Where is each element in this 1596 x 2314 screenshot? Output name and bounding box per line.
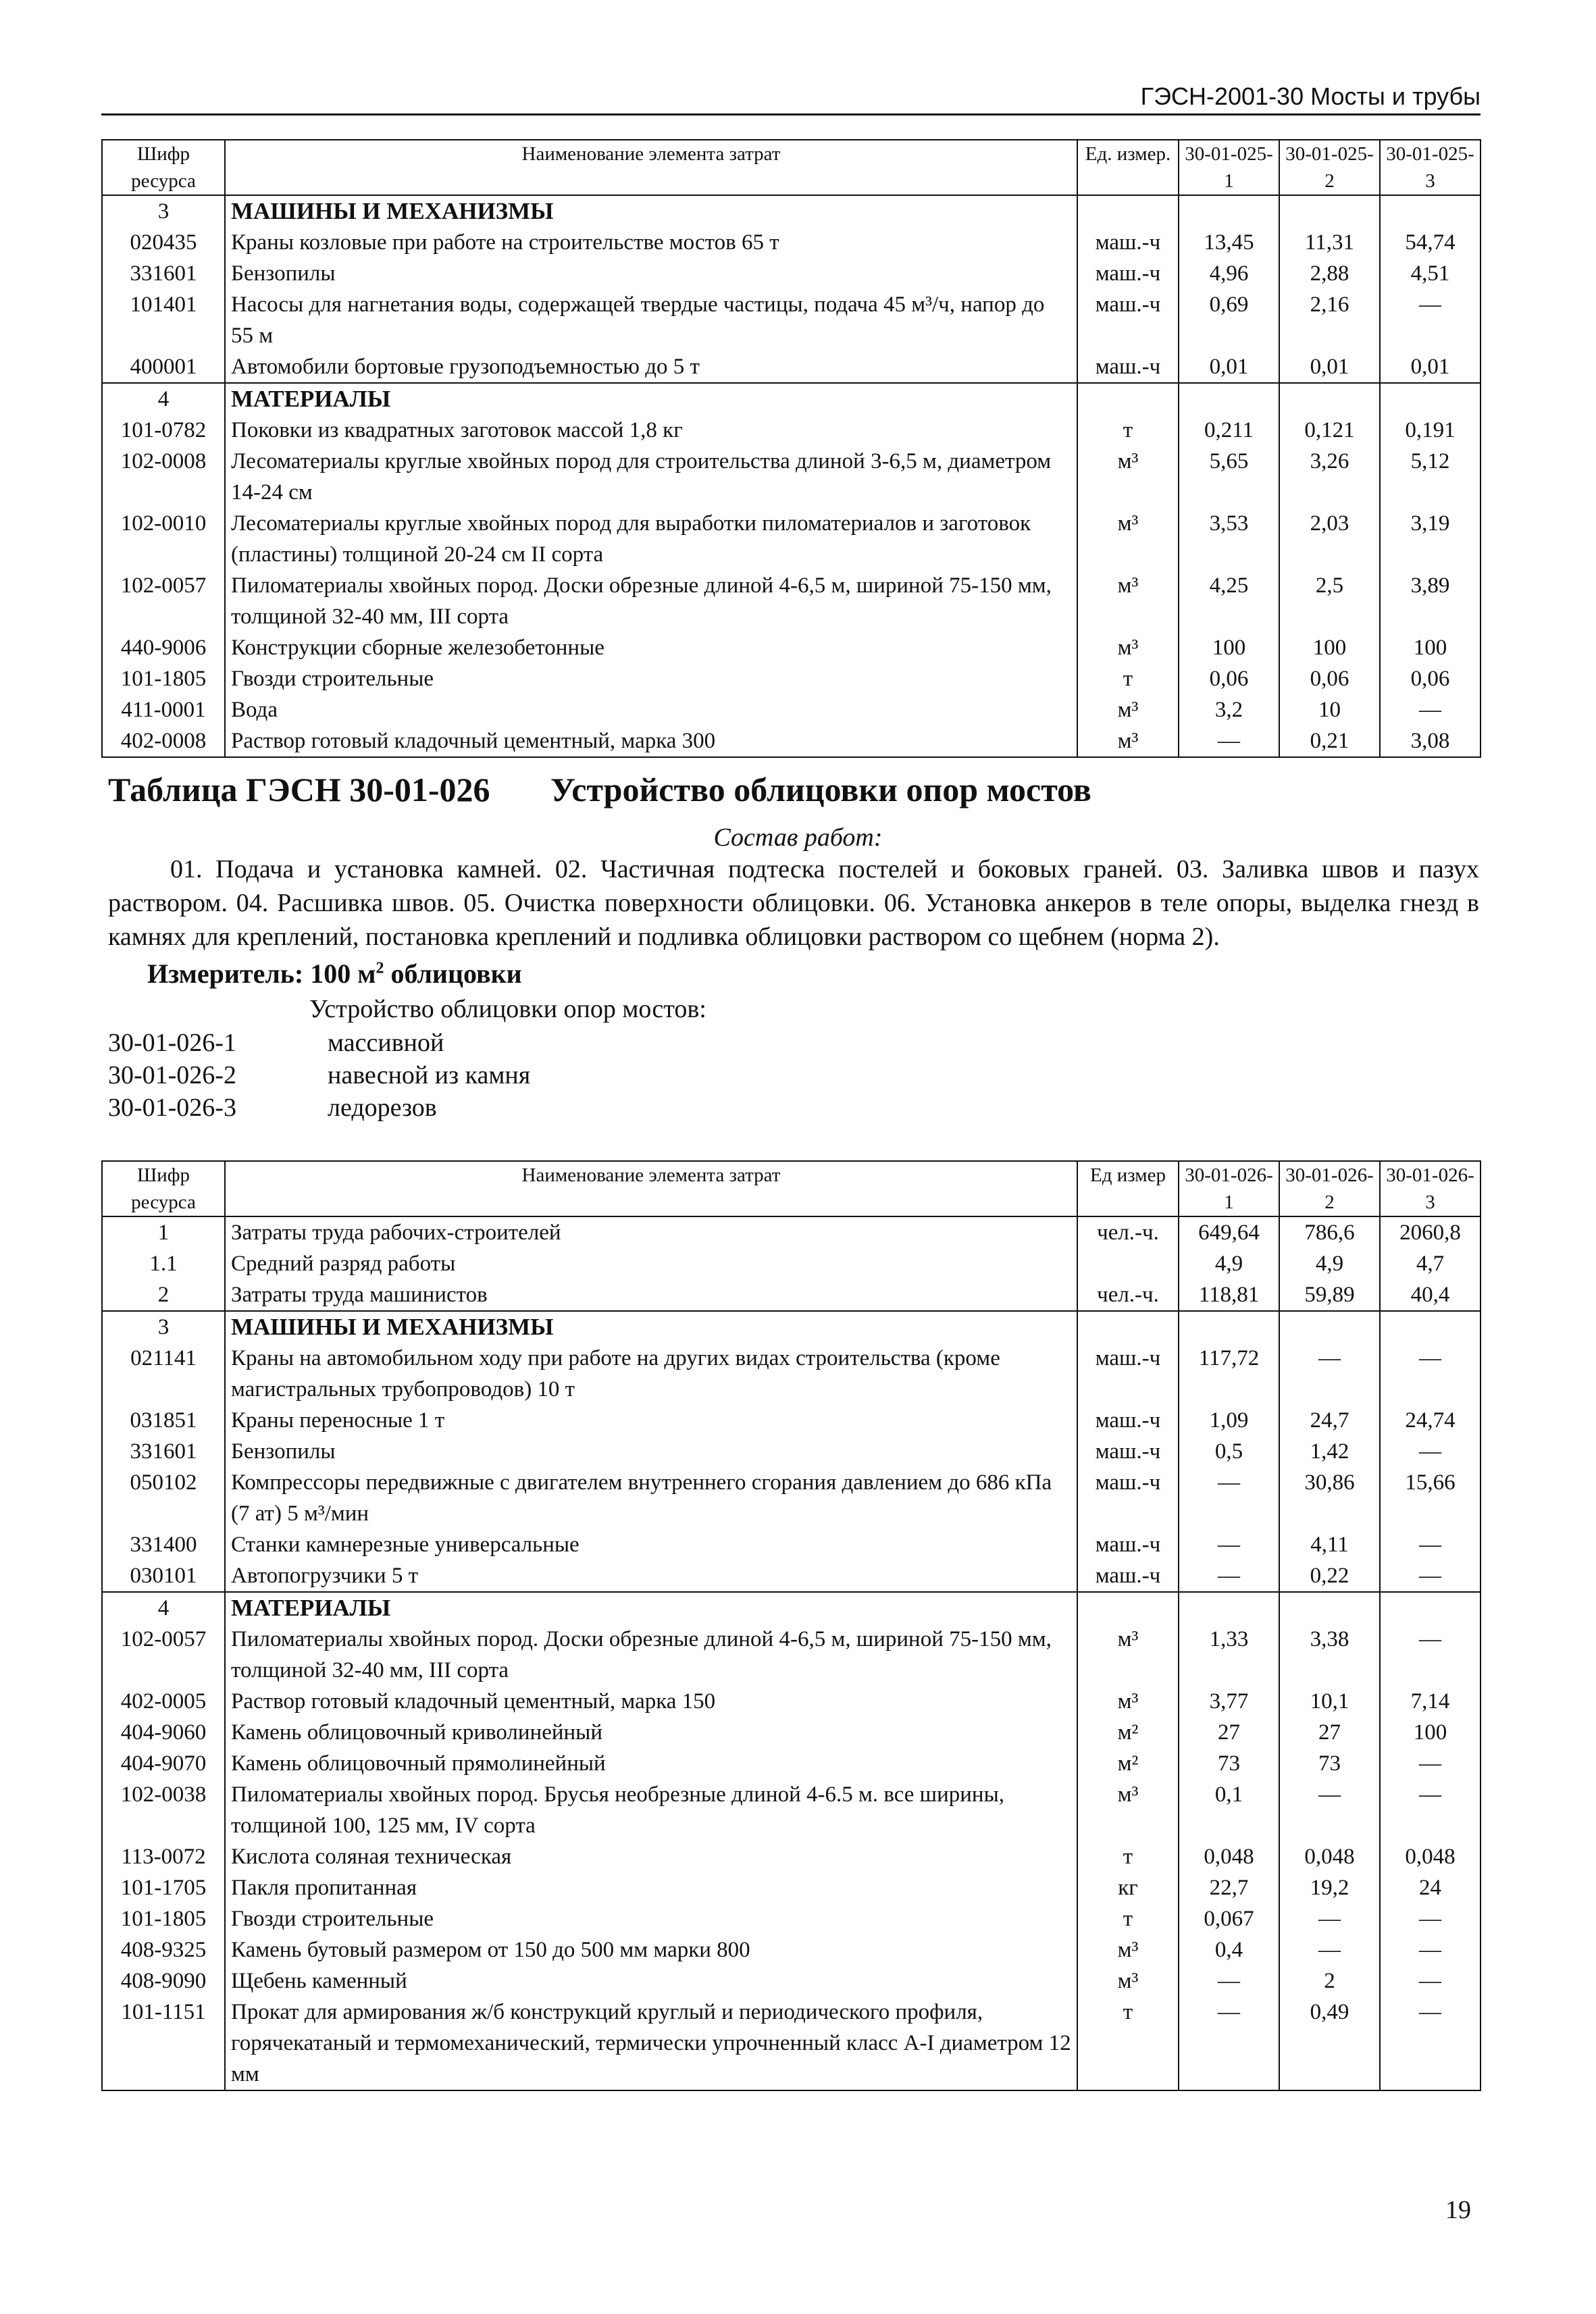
resource-code: 101-0782 [102,415,225,446]
table-row [102,725,1481,757]
variant-item [108,1028,444,1058]
resource-name: Автомобили бортовые грузоподъемностью до 5 т [225,351,1077,383]
resource-code: 101401 [102,289,225,351]
norm-value: — [1380,1748,1481,1779]
resource-name: Камень облицовочный криволинейный [225,1717,1077,1748]
norm-value: — [1380,289,1481,351]
col-header-code: Шифр ресурса [102,1161,225,1216]
resource-code: 2 [102,1279,225,1311]
table-row [102,1467,1481,1529]
norm-value: 30,86 [1279,1467,1380,1529]
resource-name: Затраты труда машинистов [225,1279,1077,1311]
norm-value: 2,88 [1279,258,1380,289]
norm-value: — [1179,1997,1279,2090]
col-header-variant-3: 30-01-025-3 [1380,140,1481,195]
resource-name: Пиломатериалы хвойных пород. Доски обрезные длиной 4-6,5 м, шириной 75-150 мм, толщиной 32-40 мм, III сорта [225,570,1077,632]
norm-value: — [1380,1903,1481,1934]
resource-unit: т [1077,663,1179,694]
resource-unit: м³ [1077,446,1179,508]
norm-value: — [1380,1624,1481,1686]
resource-unit: м³ [1077,694,1179,725]
norm-value: 786,6 [1279,1216,1380,1248]
resource-name: Раствор готовый кладочный цементный, марка 300 [225,725,1077,757]
resource-unit: м³ [1077,1779,1179,1841]
norm-value: 3,53 [1179,508,1279,570]
norm-value [1380,195,1481,227]
norm-value: 0,06 [1380,663,1481,694]
table-row [102,1248,1481,1279]
norm-value: 10 [1279,694,1380,725]
variant-label: навесной из камня [328,1061,531,1089]
resource-name: Гвозди строительные [225,663,1077,694]
table-name: Устройство облицовки опор мостов [550,771,1091,808]
table-row [102,1560,1481,1592]
norm-value: 3,89 [1380,570,1481,632]
norm-value: — [1380,1436,1481,1467]
norm-value: 5,65 [1179,446,1279,508]
norm-value: 0,048 [1279,1841,1380,1872]
resource-code: 408-9090 [102,1965,225,1997]
norm-value [1380,1311,1481,1343]
resource-unit: т [1077,1841,1179,1872]
norm-value: 5,12 [1380,446,1481,508]
norm-value: — [1380,1343,1481,1405]
resource-unit: чел.-ч. [1077,1216,1179,1248]
norm-value: 0,048 [1380,1841,1481,1872]
resource-name: Лесоматериалы круглые хвойных пород для строительства длиной 3-6,5 м, диаметром 14-24 см [225,446,1077,508]
norm-value: 24,7 [1279,1405,1380,1436]
table-row [102,663,1481,694]
col-header-unit: Ед измер [1077,1161,1179,1216]
resource-unit [1077,1592,1179,1624]
norm-value: 3,19 [1380,508,1481,570]
resource-name: Бензопилы [225,1436,1077,1467]
resource-unit: маш.-ч [1077,1436,1179,1467]
norm-value: 2,03 [1279,508,1380,570]
table-row [102,1343,1481,1405]
resource-unit: т [1077,1903,1179,1934]
table-row [102,1872,1481,1903]
norm-value: 3,08 [1380,725,1481,757]
norm-value: 4,7 [1380,1248,1481,1279]
resource-code: 331400 [102,1529,225,1560]
norm-value: 117,72 [1179,1343,1279,1405]
norm-value: 0,22 [1279,1560,1380,1592]
norm-value: — [1179,1560,1279,1592]
section-row [102,383,1481,415]
table-row [102,227,1481,258]
norm-value: 59,89 [1279,1279,1380,1311]
resource-code: 102-0057 [102,570,225,632]
resource-code: 3 [102,195,225,227]
resource-unit: чел.-ч. [1077,1279,1179,1311]
table-row [102,446,1481,508]
resource-code: 101-1805 [102,663,225,694]
resource-code: 402-0008 [102,725,225,757]
norm-value: 1,33 [1179,1624,1279,1686]
resource-unit [1077,195,1179,227]
table-row [102,1717,1481,1748]
norm-value: 1,42 [1279,1436,1380,1467]
resource-code: 331601 [102,258,225,289]
resource-name: Краны козловые при работе на строительстве мостов 65 т [225,227,1077,258]
norm-value: 4,9 [1179,1248,1279,1279]
resource-name: Раствор готовый кладочный цементный, марка 150 [225,1686,1077,1717]
resource-code: 4 [102,1592,225,1624]
norm-value: 11,31 [1279,227,1380,258]
resource-name: Компрессоры передвижные с двигателем внутреннего сгорания давлением до 686 кПа (7 ат) 5 м³/мин [225,1467,1077,1529]
norm-value: 3,2 [1179,694,1279,725]
norm-value: 0,06 [1179,663,1279,694]
table-row [102,258,1481,289]
resource-code: 102-0010 [102,508,225,570]
norm-value: 3,77 [1179,1686,1279,1717]
table-number: Таблица ГЭСН 30-01-026 [108,771,490,808]
norm-value [1380,383,1481,415]
norm-value: 54,74 [1380,227,1481,258]
norm-value: — [1380,1997,1481,2090]
norm-value: — [1279,1934,1380,1965]
norm-value: 0,01 [1279,351,1380,383]
norm-value: 27 [1179,1717,1279,1748]
table-row [102,1529,1481,1560]
resource-code: 400001 [102,351,225,383]
col-header-variant-1: 30-01-026-1 [1179,1161,1279,1216]
norm-value: 4,51 [1380,258,1481,289]
norm-value: 22,7 [1179,1872,1279,1903]
norm-value: 7,14 [1380,1686,1481,1717]
table-row [102,1841,1481,1872]
norm-value: 0,69 [1179,289,1279,351]
resource-unit: маш.-ч [1077,351,1179,383]
norm-value: 0,01 [1179,351,1279,383]
table-row [102,632,1481,663]
norm-value: 649,64 [1179,1216,1279,1248]
resource-code: 021141 [102,1343,225,1405]
norm-value: 0,01 [1380,351,1481,383]
norm-value: 0,211 [1179,415,1279,446]
resource-code: 101-1151 [102,1997,225,2090]
resource-name: МАШИНЫ И МЕХАНИЗМЫ [225,195,1077,227]
resource-name: Лесоматериалы круглые хвойных пород для выработки пиломатериалов и заготовок (пластины) толщиной 20-24 см II сорта [225,508,1077,570]
norm-value: 0,4 [1179,1934,1279,1965]
resource-code: 3 [102,1311,225,1343]
norm-value: — [1179,1529,1279,1560]
table-row [102,1279,1481,1311]
variant-code: 30-01-026-1 [108,1029,236,1057]
norm-value [1279,195,1380,227]
resource-unit: т [1077,1997,1179,2090]
resource-unit: маш.-ч [1077,1343,1179,1405]
resource-unit: кг [1077,1872,1179,1903]
norm-value: 2060,8 [1380,1216,1481,1248]
variant-label: массивной [328,1029,444,1057]
work-composition-text: 01. Подача и установка камней. 02. Частичная подтеска постелей и боковых граней. 03. Заливка швов и пазух раствором. 04. Расшивка швов. 05. Очистка поверхности облицовки. 06. Установка анкеров в теле опоры, выделка гнезд в камнях для креплений, постановка креплений и подливка облицовки раствором со щебнем (норма 2). [108,855,1479,951]
table-row [102,1436,1481,1467]
resource-unit: м² [1077,1748,1179,1779]
col-header-code: Шифр ресурса [102,140,225,195]
norm-value: 0,121 [1279,415,1380,446]
table-row [102,570,1481,632]
table-row [102,351,1481,383]
resource-name: Пакля пропитанная [225,1872,1077,1903]
norm-value: 73 [1279,1748,1380,1779]
norm-value: — [1279,1779,1380,1841]
resource-code: 101-1805 [102,1903,225,1934]
header-title: ГЭСН-2001-30 Мосты и трубы [1140,82,1481,110]
norm-value [1179,1592,1279,1624]
resource-name: Гвозди строительные [225,1903,1077,1934]
col-header-name: Наименование элемента затрат [225,1161,1077,1216]
resource-unit: маш.-ч [1077,1560,1179,1592]
resource-unit: м³ [1077,508,1179,570]
resource-table-026 [101,1160,1481,2091]
resource-unit: маш.-ч [1077,289,1179,351]
table-row [102,508,1481,570]
resource-code: 113-0072 [102,1841,225,1872]
resource-code: 331601 [102,1436,225,1467]
resource-name: Конструкции сборные железобетонные [225,632,1077,663]
norm-value: 4,11 [1279,1529,1380,1560]
resource-unit: м³ [1077,1965,1179,1997]
resource-unit: маш.-ч [1077,1529,1179,1560]
table-row [102,1405,1481,1436]
variant-code: 30-01-026-2 [108,1061,236,1089]
resource-table-025 [101,139,1481,758]
norm-value: 0,5 [1179,1436,1279,1467]
resource-name: Щебень каменный [225,1965,1077,1997]
variant-item [108,1060,530,1090]
table-row [102,415,1481,446]
norm-value: 3,38 [1279,1624,1380,1686]
col-header-unit: Ед. измер. [1077,140,1179,195]
norm-value: — [1179,1467,1279,1529]
resource-name: Пиломатериалы хвойных пород. Брусья необрезные длиной 4-6.5 м. все ширины, толщиной 100, 125 мм, IV сорта [225,1779,1077,1841]
resource-code: 050102 [102,1467,225,1529]
section-row [102,1592,1481,1624]
resource-unit: м² [1077,1717,1179,1748]
table-row [102,1934,1481,1965]
table-row [102,289,1481,351]
resource-code: 030101 [102,1560,225,1592]
norm-value: — [1380,1560,1481,1592]
resource-unit: м³ [1077,1624,1179,1686]
table-row [102,1903,1481,1934]
variant-label: ледорезов [328,1094,437,1122]
resource-name: Средний разряд работы [225,1248,1077,1279]
resource-unit: м³ [1077,632,1179,663]
norm-value: 0,06 [1279,663,1380,694]
norm-value: 118,81 [1179,1279,1279,1311]
norm-value [1179,1311,1279,1343]
norm-value [1279,1592,1380,1624]
norm-value: 2 [1279,1965,1380,1997]
resource-code: 440-9006 [102,632,225,663]
table-title [108,770,1091,809]
norm-value: 0,21 [1279,725,1380,757]
resource-code: 020435 [102,227,225,258]
resource-code: 408-9325 [102,1934,225,1965]
resource-code: 1.1 [102,1248,225,1279]
norm-value: 27 [1279,1717,1380,1748]
norm-value: 73 [1179,1748,1279,1779]
section-row [102,1311,1481,1343]
measure-unit: Измеритель: 100 $м^2$ облицовки [147,958,522,989]
resource-unit: маш.-ч [1077,258,1179,289]
norm-value: 4,96 [1179,258,1279,289]
norm-value: 10,1 [1279,1686,1380,1717]
resource-name: Станки камнерезные универсальные [225,1529,1077,1560]
resource-name: МАТЕРИАЛЫ [225,1592,1077,1624]
norm-value: 2,5 [1279,570,1380,632]
page-number: 19 [1445,2196,1471,2224]
norm-value: — [1380,1779,1481,1841]
resource-name: Бензопилы [225,258,1077,289]
resource-unit: маш.-ч [1077,1405,1179,1436]
resource-name: Затраты труда рабочих-строителей [225,1216,1077,1248]
resource-name: МАТЕРИАЛЫ [225,383,1077,415]
norm-value: 1,09 [1179,1405,1279,1436]
norm-value [1279,1311,1380,1343]
resource-name: Краны на автомобильном ходу при работе на других видах строительства (кроме магистральных трубопроводов) 10 т [225,1343,1077,1405]
resource-name: Краны переносные 1 т [225,1405,1077,1436]
resource-name: Камень бутовый размером от 150 до 500 мм марки 800 [225,1934,1077,1965]
resource-name: Автопогрузчики 5 т [225,1560,1077,1592]
col-header-variant-2: 30-01-026-2 [1279,1161,1380,1216]
resource-unit [1077,1248,1179,1279]
norm-value: 100 [1380,1717,1481,1748]
norm-value: — [1380,1529,1481,1560]
resource-code: 404-9060 [102,1717,225,1748]
resource-code: 4 [102,383,225,415]
norm-value: 0,067 [1179,1903,1279,1934]
norm-value: — [1279,1343,1380,1405]
col-header-variant-1: 30-01-025-1 [1179,140,1279,195]
col-header-variant-3: 30-01-026-3 [1380,1161,1481,1216]
resource-unit: м³ [1077,1686,1179,1717]
norm-value: 4,9 [1279,1248,1380,1279]
table-row [102,694,1481,725]
variants-heading: Устройство облицовки опор мостов: [309,995,706,1023]
section-row [102,195,1481,227]
work-composition-title: Состав работ: [713,823,883,852]
table-row [102,1748,1481,1779]
norm-value: 100 [1380,632,1481,663]
resource-code: 402-0005 [102,1686,225,1717]
norm-value: 0,191 [1380,415,1481,446]
resource-unit: маш.-ч [1077,227,1179,258]
norm-value [1179,195,1279,227]
resource-code: 102-0057 [102,1624,225,1686]
resource-name: Прокат для армирования ж/б конструкций круглый и периодического профиля, горячекатаный и термомеханический, термически упрочненный класс А-I диаметром 12 мм [225,1997,1077,2090]
norm-value: 40,4 [1380,1279,1481,1311]
norm-value: 2,16 [1279,289,1380,351]
resource-unit: маш.-ч [1077,1467,1179,1529]
table-row [102,1686,1481,1717]
norm-value: 0,048 [1179,1841,1279,1872]
resource-name: МАШИНЫ И МЕХАНИЗМЫ [225,1311,1077,1343]
norm-value: 100 [1179,632,1279,663]
norm-value [1179,383,1279,415]
resource-code: 1 [102,1216,225,1248]
resource-unit: т [1077,415,1179,446]
table-row [102,1997,1481,2090]
resource-code: 411-0001 [102,694,225,725]
resource-name: Насосы для нагнетания воды, содержащей твердые частицы, подача 45 м³/ч, напор до 55 м [225,289,1077,351]
table-row [102,1216,1481,1248]
norm-value [1279,383,1380,415]
resource-code: 101-1705 [102,1872,225,1903]
norm-value: 15,66 [1380,1467,1481,1529]
resource-name: Камень облицовочный прямолинейный [225,1748,1077,1779]
variant-item [108,1093,437,1123]
resource-name: Вода [225,694,1077,725]
norm-value: — [1380,1965,1481,1997]
norm-value: 24,74 [1380,1405,1481,1436]
norm-value: 24 [1380,1872,1481,1903]
table-row [102,1779,1481,1841]
norm-value: 19,2 [1279,1872,1380,1903]
resource-code: 102-0038 [102,1779,225,1841]
norm-value: 13,45 [1179,227,1279,258]
resource-name: Поковки из квадратных заготовок массой 1,8 кг [225,415,1077,446]
resource-code: 404-9070 [102,1748,225,1779]
norm-value [1380,1592,1481,1624]
norm-value: 0,1 [1179,1779,1279,1841]
col-header-variant-2: 30-01-025-2 [1279,140,1380,195]
resource-unit [1077,1311,1179,1343]
resource-code: 031851 [102,1405,225,1436]
resource-unit: м³ [1077,570,1179,632]
resource-unit: м³ [1077,725,1179,757]
running-header [101,76,1481,115]
variant-code: 30-01-026-3 [108,1094,236,1122]
table-row [102,1965,1481,1997]
resource-code: 102-0008 [102,446,225,508]
resource-unit [1077,383,1179,415]
norm-value: — [1279,1903,1380,1934]
norm-value: — [1179,1965,1279,1997]
col-header-name: Наименование элемента затрат [225,140,1077,195]
resource-name: Пиломатериалы хвойных пород. Доски обрезные длиной 4-6,5 м, шириной 75-150 мм, толщиной 32-40 мм, III сорта [225,1624,1077,1686]
norm-value: 3,26 [1279,446,1380,508]
norm-value: — [1179,725,1279,757]
table-row [102,1624,1481,1686]
norm-value: 100 [1279,632,1380,663]
resource-unit: м³ [1077,1934,1179,1965]
resource-name: Кислота соляная техническая [225,1841,1077,1872]
norm-value: — [1380,1934,1481,1965]
norm-value: 4,25 [1179,570,1279,632]
norm-value: 0,49 [1279,1997,1380,2090]
norm-value: — [1380,694,1481,725]
